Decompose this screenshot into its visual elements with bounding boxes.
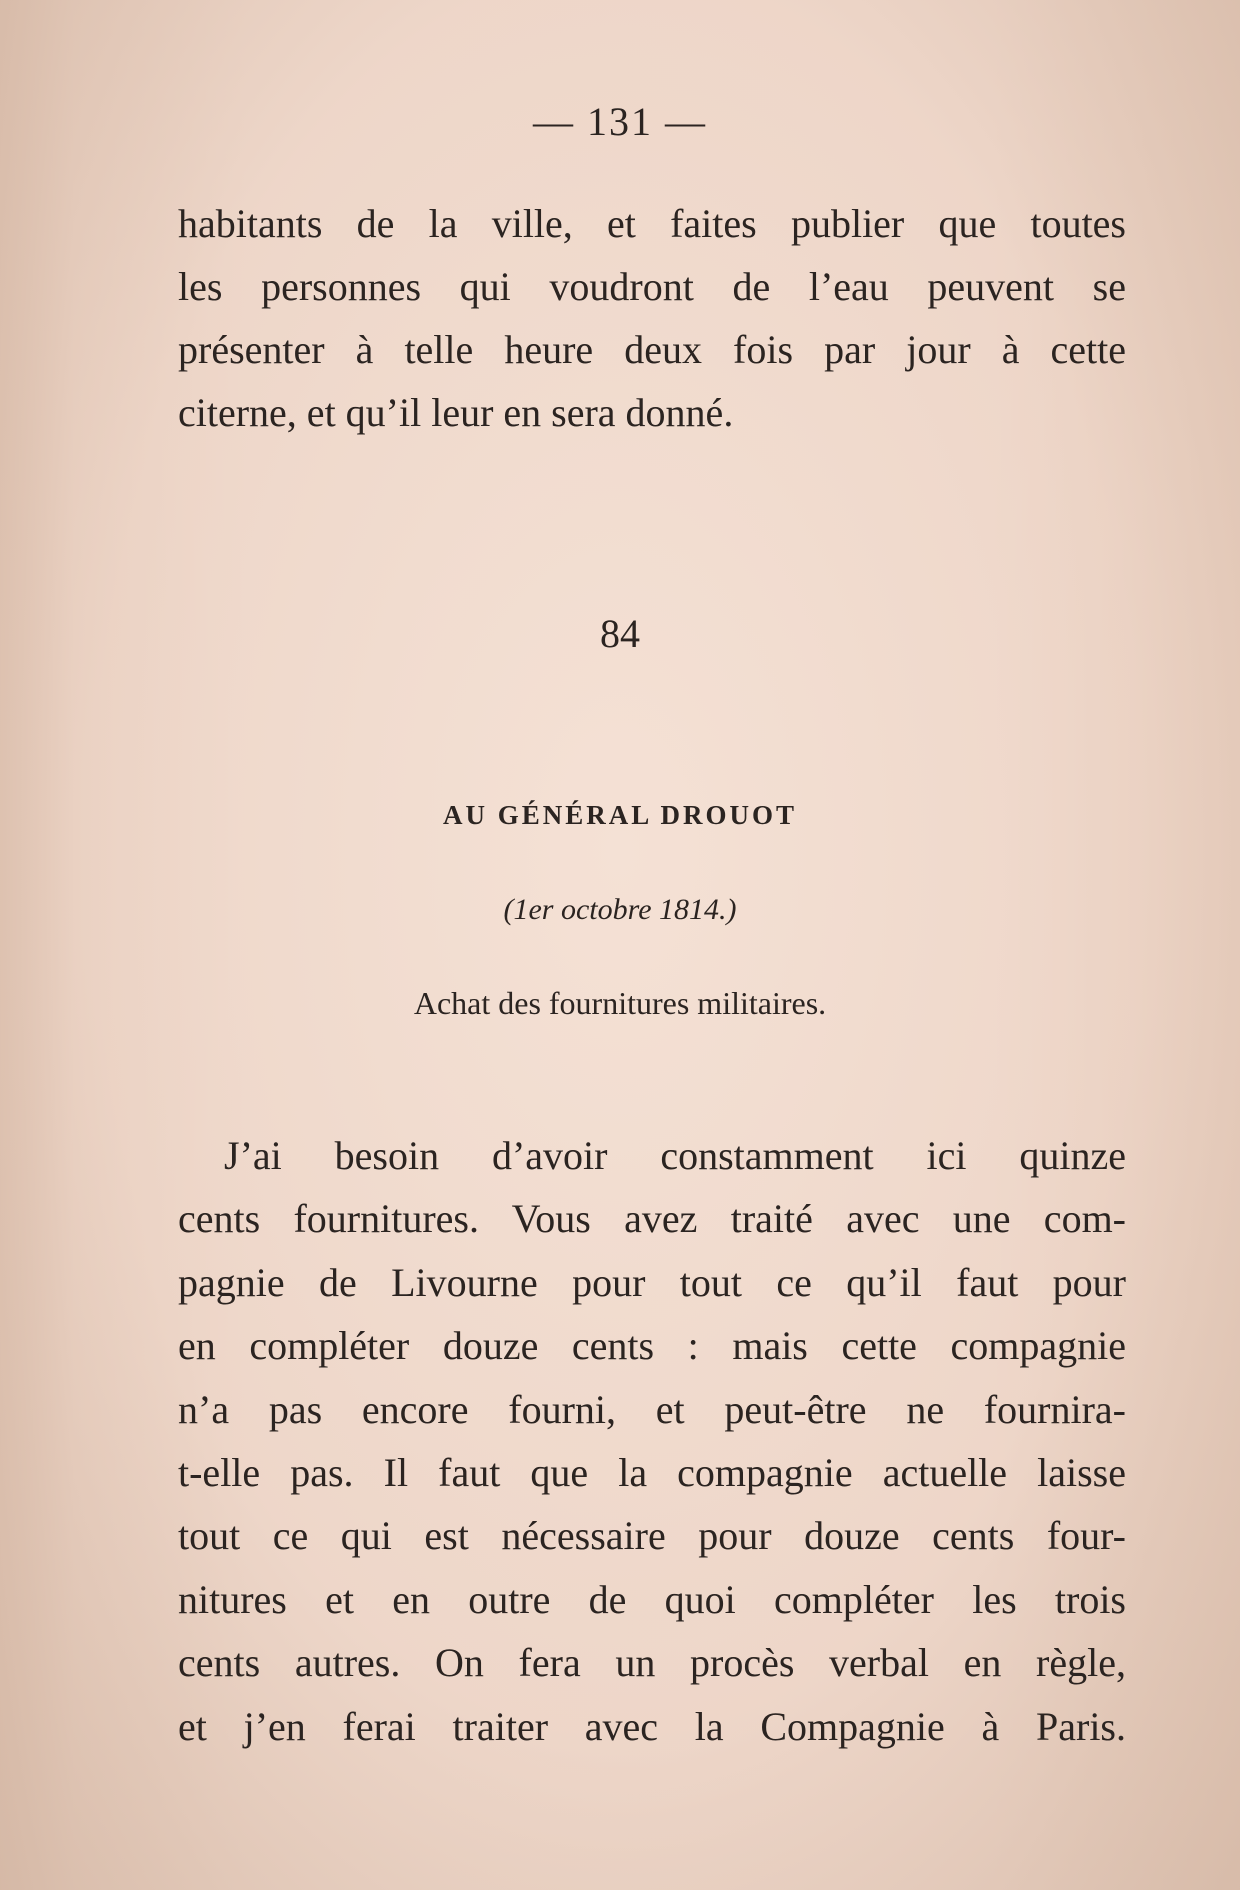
text-line: et j’en ferai traiter avec la Compagnie à Paris. [178,1703,1126,1749]
letter-date: (1er octobre 1814.) [503,893,737,926]
text-line: pagnie de Livourne pour tout ce qu’il faut pour [178,1259,1126,1305]
text-line: présenter à telle heure deux fois par jour à cette [178,327,1126,372]
letter-addressee: AU GÉNÉRAL DROUOT [442,800,798,830]
text-line: en compléter douze cents : mais cette compagnie [178,1323,1126,1369]
text-line: habitants de la ville, et faites publier que toutes [178,201,1126,246]
text-line: J’ai besoin d’avoir constamment ici quinze [224,1133,1126,1178]
letter-body [178,1124,1126,1758]
text-line: cents fournitures. Vous avez traité avec une com- [178,1196,1126,1242]
continued-paragraph [178,192,1126,444]
text-line: citerne, et qu’il leur en sera donné. [178,390,734,435]
text-line: les personnes qui voudront de l’eau peuvent se [178,264,1126,309]
text-line: t-elle pas. Il faut que la compagnie actuelle laisse [178,1449,1126,1495]
letter-number: 84 [600,611,640,656]
page-number: — 131 — [533,99,707,144]
letter-subject: Achat des fournitures militaires. [413,985,827,1021]
text-line: cents autres. On fera un procès verbal en règle, [178,1640,1126,1686]
text-line: n’a pas encore fourni, et peut-être ne fournira- [178,1386,1126,1432]
text-line: nitures et en outre de quoi compléter les trois [178,1576,1126,1622]
text-line: tout ce qui est nécessaire pour douze cents four- [178,1513,1126,1559]
